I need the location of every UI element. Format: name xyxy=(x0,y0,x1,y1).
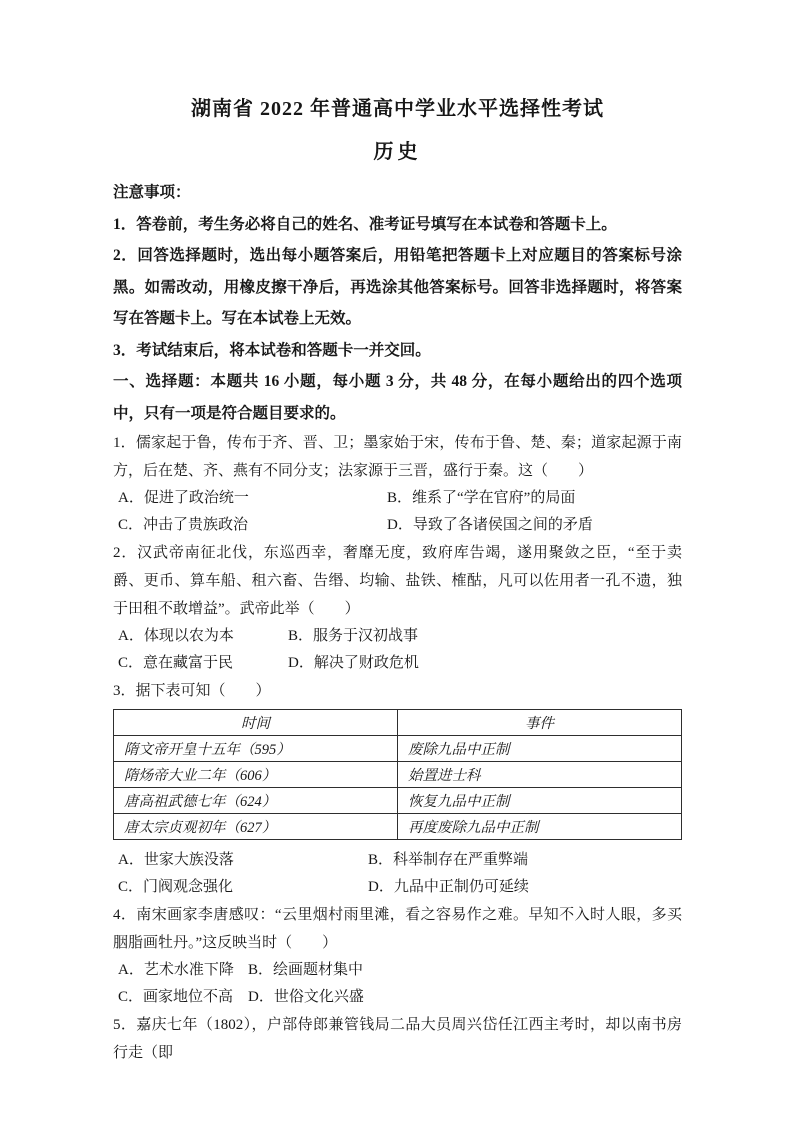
table-cell-time: 隋文帝开皇十五年（595） xyxy=(114,736,398,762)
question-1-option-d: D．导致了各诸侯国之间的矛盾 xyxy=(387,517,593,533)
question-4 xyxy=(113,901,682,1011)
question-3-option-c: C．门阀观念强化 xyxy=(118,879,234,895)
question-5 xyxy=(113,1011,682,1067)
question-2-option-b: B．服务于汉初战事 xyxy=(288,628,419,644)
question-2-option-c: C．意在藏富于民 xyxy=(118,655,234,671)
question-3-options-row-ab xyxy=(113,847,682,874)
question-1-option-a: A．促进了政治统一 xyxy=(118,490,249,506)
notice-item-3: 3．考试结束后，将本试卷和答题卡一并交回。 xyxy=(113,341,431,359)
question-3 xyxy=(113,677,682,901)
section-heading: 一、选择题：本题共 16 小题，每小题 3 分，共 48 分，在每小题给出的四个选项中，只有一项是符合题目要求的。 xyxy=(113,373,682,422)
table-cell-time: 唐高祖武德七年（624） xyxy=(114,788,398,814)
table-cell-event: 始置进士科 xyxy=(398,762,682,788)
question-3-table xyxy=(113,709,682,840)
question-1 xyxy=(113,429,682,539)
question-2-option-a: A．体现以农为本 xyxy=(118,628,234,644)
table-cell-time: 唐太宗贞观初年（627） xyxy=(114,814,398,840)
question-1-option-c: C．冲击了贵族政治 xyxy=(118,517,249,533)
notice-item-2: 2．回答选择题时，选出每小题答案后，用铅笔把答题卡上对应题目的答案标号涂黑。如需改动，用橡皮擦干净后，再选涂其他答案标号。回答非选择题时，将答案写在答题卡上。写在本试卷上无效。 xyxy=(113,247,682,327)
table-row xyxy=(114,762,682,788)
table-header-time: 时间 xyxy=(114,710,398,736)
table-cell-event: 废除九品中正制 xyxy=(398,736,682,762)
table-cell-event: 恢复九品中正制 xyxy=(398,788,682,814)
question-3-option-a: A．世家大族没落 xyxy=(118,852,234,868)
question-5-stem: 5．嘉庆七年（1802），户部侍郎兼管钱局二品大员周兴岱任江西主考时，却以南书房行走（即 xyxy=(113,1017,682,1061)
question-3-option-b: B．科举制存在严重弊端 xyxy=(368,852,529,868)
table-cell-event: 再度废除九品中正制 xyxy=(398,814,682,840)
question-2-stem: 2．汉武帝南征北伐，东巡西幸，奢靡无度，致府库告竭，遂用聚敛之臣，“至于卖爵、更币、算车船、租六畜、告缗、均输、盐铁、榷酤，凡可以佐用者一孔不遗，独于田租不敢增益”。武帝此举（ ） xyxy=(113,545,682,617)
question-3-options-row-cd xyxy=(113,874,682,901)
question-4-stem: 4．南宋画家李唐感叹：“云里烟村雨里滩，看之容易作之难。早知不入时人眼，多买胭脂画牡丹。”这反映当时（ ） xyxy=(113,907,682,951)
question-1-option-b: B．维系了“学在官府”的局面 xyxy=(387,490,576,506)
table-row xyxy=(114,736,682,762)
question-3-stem: 3．据下表可知（ ） xyxy=(113,683,271,699)
notice-heading: 注意事项： xyxy=(113,184,191,201)
question-4-option-b: B．绘画题材集中 xyxy=(248,962,364,978)
question-1-options-row-ab xyxy=(113,485,682,512)
question-2-option-d: D．解决了财政危机 xyxy=(288,655,419,671)
question-4-options-row-ab xyxy=(113,957,682,984)
question-2-options-row-ab xyxy=(113,623,682,650)
notice-item-1: 1．答卷前，考生务必将自己的姓名、准考证号填写在本试卷和答题卡上。 xyxy=(113,215,617,233)
question-4-option-a: A．艺术水准下降 xyxy=(118,962,234,978)
exam-title: 湖南省 2022 年普通高中学业水平选择性考试 xyxy=(191,98,604,120)
question-2 xyxy=(113,539,682,677)
question-3-option-d: D．九品中正制仍可延续 xyxy=(368,879,529,895)
question-1-options-row-cd xyxy=(113,512,682,539)
question-4-option-c: C．画家地位不高 xyxy=(118,989,234,1005)
question-4-option-d: D．世俗文化兴盛 xyxy=(248,989,364,1005)
table-header-row xyxy=(114,710,682,736)
question-1-stem: 1．儒家起于鲁，传布于齐、晋、卫；墨家始于宋，传布于鲁、楚、秦；道家起源于南方，后在楚、齐、燕有不同分支；法家源于三晋，盛行于秦。这（ ） xyxy=(113,435,682,479)
table-row xyxy=(114,814,682,840)
table-cell-time: 隋炀帝大业二年（606） xyxy=(114,762,398,788)
notice-block xyxy=(113,177,682,366)
question-4-options-row-cd xyxy=(113,984,682,1011)
exam-subject: 历史 xyxy=(373,141,422,163)
table-row xyxy=(114,788,682,814)
question-2-options-row-cd xyxy=(113,650,682,677)
table-header-event: 事件 xyxy=(398,710,682,736)
